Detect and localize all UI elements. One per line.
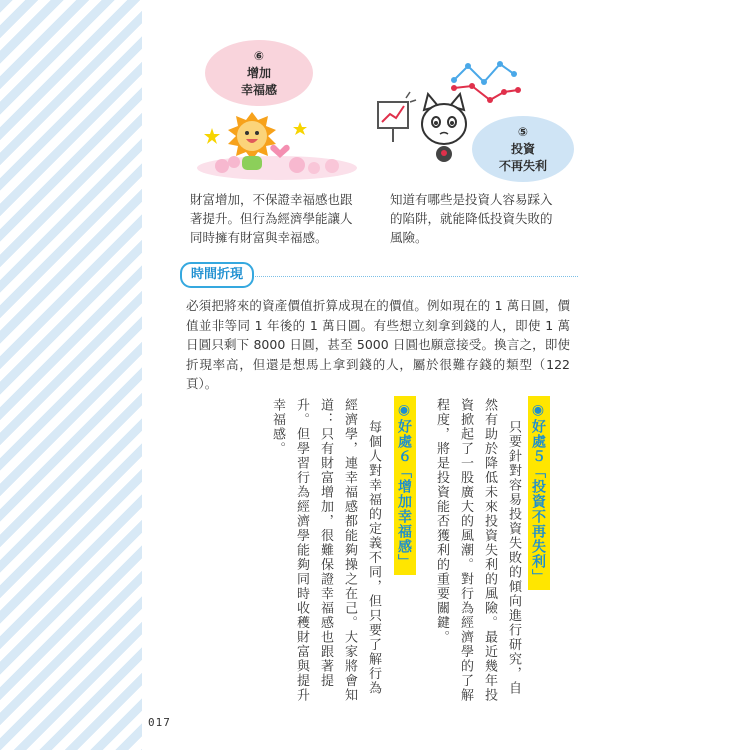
benefit6-bubble <box>205 40 313 106</box>
benefit5-bubble-number: ⑤ <box>517 124 529 139</box>
page-number: 017 <box>148 716 171 729</box>
benefit6-line: 升。但學習行為經濟學能夠同時收穫財富與提升 <box>294 398 309 703</box>
benefit5-line: 只要針對容易投資失敗的傾向進行研究，自 <box>506 420 521 696</box>
caption-right-line: 風險。 <box>390 230 428 245</box>
benefit5-line: 然有助於降低未來投資失利的風險。最近幾年投 <box>482 398 497 703</box>
benefit6-line: 道：只有財富增加，很難保證幸福感也跟著提 <box>318 398 333 688</box>
benefit6-bubble-line1: 增加 <box>246 65 271 80</box>
benefit5-bubble-line1: 投資 <box>510 141 535 156</box>
section-tag: 時間折現 <box>180 262 254 288</box>
caption-left-line: 著提升。但行為經濟學能讓人 <box>190 211 353 226</box>
benefit6-line: 經濟學，連幸福感都能夠操之在己。大家將會知 <box>342 398 357 703</box>
caption-left <box>190 190 353 247</box>
benefit5-bubble <box>472 116 574 182</box>
benefit6-line: 每個人對幸福的定義不同，但只要了解行為 <box>366 420 381 696</box>
caption-left-line: 同時擁有財富與幸福感。 <box>190 230 328 245</box>
decorative-stripe-margin <box>0 0 142 750</box>
caption-right-line: 知道有哪些是投資人容易踩入 <box>390 192 553 207</box>
benefit6-line: 幸福感。 <box>270 398 285 456</box>
caption-left-line: 財富增加，不保證幸福感也跟 <box>190 192 353 207</box>
caption-right-line: 的陷阱，就能降低投資失敗的 <box>390 211 553 226</box>
benefit6-bubble-number: ⑥ <box>253 48 265 63</box>
benefit5-line: 程度，將是投資能否獲利的重要關鍵。 <box>434 398 449 645</box>
benefit5-line: 資掀起了一股廣大的風潮。對行為經濟學的了解 <box>458 398 473 703</box>
section-paragraph: 必須把將來的資產價值折算成現在的價值。例如現在的 1 萬日圓，價值並非等同 1 年後的 1 萬日圓。有些想立刻拿到錢的人，即使 1 萬日圓只剩下 8000 日圓，甚至 5000 日圓也願意接受。換言之，即使折現率高，但還是想馬上拿到錢的人，屬於很難存錢的類型（122 頁）。 <box>186 298 570 391</box>
caption-right <box>390 190 553 247</box>
benefit6-bubble-line2: 幸福感 <box>240 82 277 97</box>
section-divider <box>240 276 578 277</box>
happy-sun-character-illustration <box>182 110 360 185</box>
benefit5-bubble-line2: 不再失利 <box>498 158 547 173</box>
benefit5-heading: ◉好處５「投資不再失利」 <box>528 396 550 590</box>
benefit6-heading: ◉好處６「增加幸福感」 <box>394 396 416 575</box>
